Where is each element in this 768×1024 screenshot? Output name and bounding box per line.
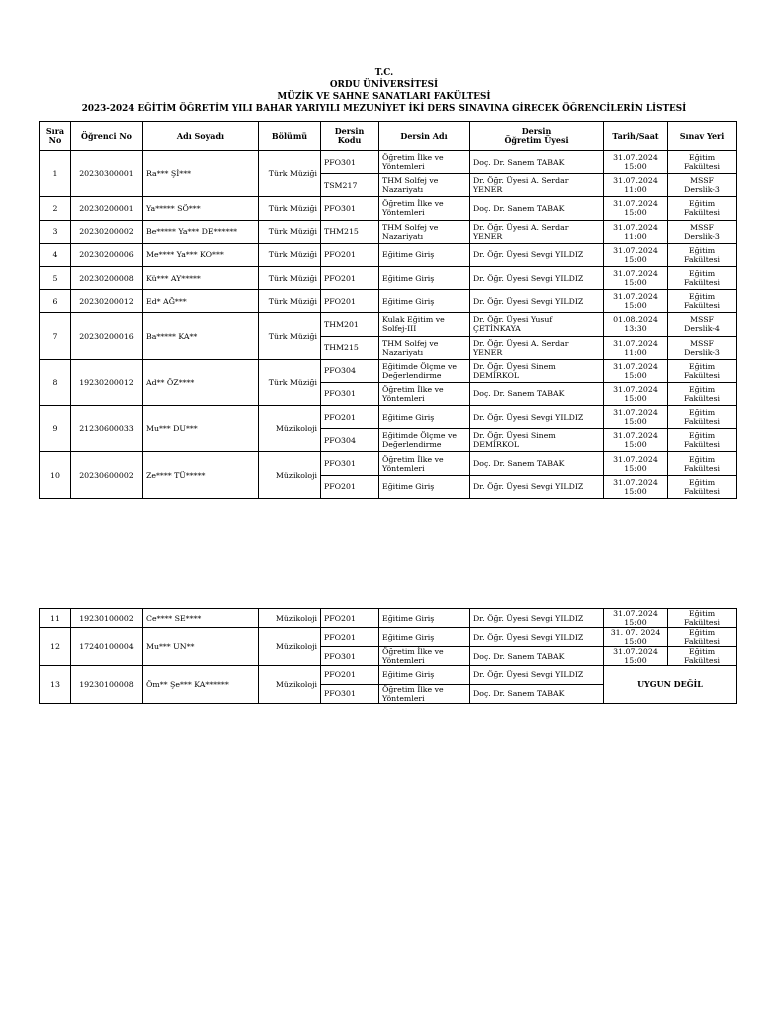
cell-line: Öğretim İlke ve bbox=[382, 647, 444, 656]
course-name-cell bbox=[379, 382, 470, 405]
student-name-cell: Ya***** SÖ*** bbox=[143, 197, 259, 220]
col-header-sira-no: Sıra No bbox=[40, 122, 71, 151]
sira-no-cell: 3 bbox=[40, 220, 71, 243]
course-teacher-cell: Doç. Dr. Sanem TABAK bbox=[470, 151, 604, 174]
cell-line: Fakültesi bbox=[683, 417, 720, 427]
course-name-cell bbox=[379, 174, 470, 197]
date-time-cell bbox=[604, 151, 668, 174]
course-name-cell: Eğitime Giriş bbox=[379, 628, 470, 647]
course-code-cell: PFO201 bbox=[321, 243, 379, 266]
cell-line: Yöntemleri bbox=[382, 693, 425, 703]
course-teacher-cell: Dr. Öğr. Üyesi Sevgi YILDIZ bbox=[470, 266, 604, 289]
student-name-cell: Ze**** TÜ***** bbox=[143, 452, 259, 498]
cell-line: 31.07.2024 bbox=[613, 269, 658, 279]
course-name-cell: Eğitime Giriş bbox=[379, 609, 470, 628]
exam-place-cell bbox=[668, 266, 737, 289]
course-teacher-cell: Dr. Öğr. Üyesi Sevgi YILDIZ bbox=[470, 243, 604, 266]
cell-line: 31.07.2024 bbox=[613, 199, 658, 209]
cell-line: Eğitimde Ölçme ve bbox=[382, 361, 458, 371]
cell-line: Fakültesi bbox=[683, 618, 720, 627]
col-header-bolumu: Bölümü bbox=[259, 122, 321, 151]
department-cell: Türk Müziği bbox=[259, 220, 321, 243]
date-time-cell bbox=[604, 220, 668, 243]
cell-line: Eğitim bbox=[688, 609, 716, 618]
cell-line: Eğitim bbox=[688, 292, 716, 302]
table-row bbox=[40, 628, 737, 647]
cell-line: Fakültesi bbox=[683, 463, 720, 473]
student-name-cell: Kü*** AY***** bbox=[143, 266, 259, 289]
student-number-cell: 20230200006 bbox=[71, 243, 143, 266]
exam-place-cell bbox=[668, 628, 737, 647]
table-row bbox=[40, 220, 737, 243]
col-header-ogrenci-no: Öğrenci No bbox=[71, 122, 143, 151]
student-name-cell: Me**** Ya*** KO*** bbox=[143, 243, 259, 266]
cell-line: Öğretim İlke ve bbox=[382, 153, 444, 163]
course-teacher-cell bbox=[470, 220, 604, 243]
cell-line: 31.07.2024 bbox=[613, 338, 658, 348]
cell-line: 31. 07. 2024 bbox=[610, 628, 661, 637]
course-code-cell: PFO201 bbox=[321, 628, 379, 647]
student-name-cell: Ce**** SE**** bbox=[143, 609, 259, 628]
student-number-cell: 19230200012 bbox=[71, 359, 143, 405]
date-time-cell bbox=[604, 174, 668, 197]
department-cell: Türk Müziği bbox=[259, 290, 321, 313]
col-header-dersin-kodu: Dersin Kodu bbox=[321, 122, 379, 151]
date-time-cell bbox=[604, 197, 668, 220]
cell-line: Değerlendirme bbox=[382, 440, 442, 450]
sira-no-cell: 8 bbox=[40, 359, 71, 405]
course-teacher-cell: Doç. Dr. Sanem TABAK bbox=[470, 452, 604, 475]
cell-line: Solfej-III bbox=[382, 324, 417, 334]
cell-line: Nazariyatı bbox=[382, 347, 424, 357]
department-cell: Müzikoloji bbox=[259, 609, 321, 628]
cell-line: Dr. Öğr. Üyesi Sinem bbox=[473, 431, 556, 441]
date-time-cell bbox=[604, 359, 668, 382]
date-time-cell bbox=[604, 243, 668, 266]
course-name-cell bbox=[379, 313, 470, 336]
cell-line: Derslik-3 bbox=[684, 231, 720, 241]
table-row bbox=[40, 313, 737, 336]
cell-line: Dr. Öğr. Üyesi A. Serdar bbox=[473, 222, 569, 232]
document-header bbox=[0, 67, 768, 115]
course-teacher-cell: Dr. Öğr. Üyesi Sevgi YILDIZ bbox=[470, 609, 604, 628]
cell-line: Fakültesi bbox=[683, 208, 720, 218]
cell-line: 13:30 bbox=[624, 324, 647, 334]
exam-place-cell bbox=[668, 609, 737, 628]
students-table-page-1 bbox=[39, 121, 737, 499]
cell-line: YENER bbox=[473, 185, 503, 195]
cell-line: 31.07.2024 bbox=[613, 222, 658, 232]
course-code-cell: PFO301 bbox=[321, 684, 379, 703]
date-time-cell bbox=[604, 336, 668, 359]
cell-line: 15:00 bbox=[624, 278, 647, 288]
cell-line: THM Solfej ve bbox=[382, 176, 439, 186]
student-number-cell: 20230200012 bbox=[71, 290, 143, 313]
cell-line: Eğitim bbox=[688, 384, 716, 394]
exam-place-cell bbox=[668, 452, 737, 475]
cell-line: Öğretim İlke ve bbox=[382, 684, 444, 694]
cell-line: ÇETİNKAYA bbox=[473, 324, 521, 334]
department-cell: Müzikoloji bbox=[259, 406, 321, 452]
cell-line: 15:00 bbox=[624, 618, 647, 627]
exam-place-cell bbox=[668, 243, 737, 266]
cell-line: 11:00 bbox=[624, 185, 647, 195]
course-code-cell: TSM217 bbox=[321, 174, 379, 197]
date-time-cell bbox=[604, 266, 668, 289]
department-cell: Türk Müziği bbox=[259, 197, 321, 220]
course-name-cell bbox=[379, 684, 470, 703]
cell-line: Fakültesi bbox=[683, 637, 720, 646]
table-row bbox=[40, 406, 737, 429]
table-row bbox=[40, 243, 737, 266]
cell-line: Eğitim bbox=[688, 153, 716, 163]
students-table-body-2 bbox=[40, 609, 737, 704]
student-name-cell: Mu*** DU*** bbox=[143, 406, 259, 452]
cell-line: Yöntemleri bbox=[382, 208, 425, 218]
course-teacher-cell bbox=[470, 429, 604, 452]
cell-line: 15:00 bbox=[624, 656, 647, 665]
cell-line: 31.07.2024 bbox=[613, 245, 658, 255]
cell-line: 15:00 bbox=[624, 254, 647, 264]
cell-line: Fakültesi bbox=[683, 162, 720, 172]
sira-no-cell: 13 bbox=[40, 666, 71, 704]
col-header-ogretim-uyesi: Dersin Öğretim Üyesi bbox=[470, 122, 604, 151]
course-name-cell: Eğitime Giriş bbox=[379, 475, 470, 498]
cell-line: 15:00 bbox=[624, 463, 647, 473]
sira-no-cell: 12 bbox=[40, 628, 71, 666]
date-time-cell bbox=[604, 382, 668, 405]
cell-line: THM Solfej ve bbox=[382, 222, 439, 232]
cell-line: Dr. Öğr. Üyesi Sinem bbox=[473, 361, 556, 371]
cell-line: Yöntemleri bbox=[382, 393, 425, 403]
date-time-cell bbox=[604, 452, 668, 475]
course-name-cell: Eğitime Giriş bbox=[379, 266, 470, 289]
sira-no-cell: 10 bbox=[40, 452, 71, 498]
sira-no-cell: 1 bbox=[40, 151, 71, 197]
cell-line: 31.07.2024 bbox=[613, 477, 658, 487]
department-cell: Müzikoloji bbox=[259, 628, 321, 666]
cell-line: 15:00 bbox=[624, 162, 647, 172]
course-teacher-cell: Dr. Öğr. Üyesi Sevgi YILDIZ bbox=[470, 290, 604, 313]
sira-no-cell: 6 bbox=[40, 290, 71, 313]
cell-line: Öğretim İlke ve bbox=[382, 199, 444, 209]
course-code-cell: THM201 bbox=[321, 313, 379, 336]
exam-place-cell bbox=[668, 290, 737, 313]
cell-line: Yöntemleri bbox=[382, 656, 425, 665]
cell-line: Eğitim bbox=[688, 431, 716, 441]
student-name-cell: Ad** ÖZ**** bbox=[143, 359, 259, 405]
cell-line: MSSF bbox=[690, 176, 714, 186]
student-name-cell: Mu*** UN** bbox=[143, 628, 259, 666]
cell-line: Değerlendirme bbox=[382, 370, 442, 380]
course-code-cell: PFO301 bbox=[321, 452, 379, 475]
course-teacher-cell bbox=[470, 359, 604, 382]
course-name-cell: Eğitime Giriş bbox=[379, 290, 470, 313]
exam-place-cell bbox=[668, 647, 737, 666]
cell-line: Fakültesi bbox=[683, 301, 720, 311]
table-row bbox=[40, 666, 737, 685]
date-time-cell bbox=[604, 429, 668, 452]
course-name-cell: Eğitime Giriş bbox=[379, 243, 470, 266]
header-line-tc: T.C. bbox=[374, 68, 394, 78]
cell-line: 15:00 bbox=[624, 393, 647, 403]
col-header-dersin-adi: Dersin Adı bbox=[379, 122, 470, 151]
student-number-cell: 20230200001 bbox=[71, 197, 143, 220]
student-name-cell: Ba***** KA** bbox=[143, 313, 259, 359]
cell-line: 31.07.2024 bbox=[613, 431, 658, 441]
cell-line: Fakültesi bbox=[683, 254, 720, 264]
department-cell: Türk Müziği bbox=[259, 243, 321, 266]
course-teacher-cell: Dr. Öğr. Üyesi Sevgi YILDIZ bbox=[470, 666, 604, 685]
cell-line: Eğitim bbox=[688, 647, 716, 656]
department-cell: Türk Müziği bbox=[259, 359, 321, 405]
course-teacher-cell: Doç. Dr. Sanem TABAK bbox=[470, 382, 604, 405]
cell-line: 31.07.2024 bbox=[613, 384, 658, 394]
cell-line: DEMİRKOL bbox=[473, 440, 520, 450]
header-line-list-title: 2023-2024 EĞİTİM ÖĞRETİM YILI BAHAR YARIYILI MEZUNİYET İKİ DERS SINAVINA GİRECEK ÖĞRENCİLERİN LİSTESİ bbox=[81, 104, 687, 114]
department-cell: Türk Müziği bbox=[259, 313, 321, 359]
course-code-cell: PFO201 bbox=[321, 266, 379, 289]
cell-line: Yöntemleri bbox=[382, 463, 425, 473]
course-code-cell: PFO201 bbox=[321, 666, 379, 685]
cell-line: 15:00 bbox=[624, 486, 647, 496]
course-code-cell: PFO301 bbox=[321, 151, 379, 174]
cell-line: Eğitim bbox=[688, 245, 716, 255]
course-code-cell: PFO301 bbox=[321, 197, 379, 220]
student-number-cell: 20230200008 bbox=[71, 266, 143, 289]
course-teacher-cell: Doç. Dr. Sanem TABAK bbox=[470, 647, 604, 666]
students-table-page-2 bbox=[39, 608, 737, 704]
cell-line: Fakültesi bbox=[683, 440, 720, 450]
student-number-cell: 20230200002 bbox=[71, 220, 143, 243]
cell-line: Fakültesi bbox=[683, 278, 720, 288]
cell-line: Dr. Öğr. Üyesi A. Serdar bbox=[473, 338, 569, 348]
cell-line: 31.07.2024 bbox=[613, 176, 658, 186]
cell-line: Fakültesi bbox=[683, 656, 720, 665]
student-number-cell: 21230600033 bbox=[71, 406, 143, 452]
department-cell: Müzikoloji bbox=[259, 666, 321, 704]
course-name-cell bbox=[379, 336, 470, 359]
cell-line: 31.07.2024 bbox=[613, 408, 658, 418]
cell-line: Eğitimde Ölçme ve bbox=[382, 431, 458, 441]
cell-line: Eğitim bbox=[688, 408, 716, 418]
sira-no-cell: 4 bbox=[40, 243, 71, 266]
cell-line: 31.07.2024 bbox=[613, 647, 658, 656]
table-row bbox=[40, 452, 737, 475]
cell-line: 31.07.2024 bbox=[613, 454, 658, 464]
course-name-cell bbox=[379, 452, 470, 475]
cell-line: Fakültesi bbox=[683, 393, 720, 403]
date-time-cell bbox=[604, 475, 668, 498]
cell-line: MSSF bbox=[690, 315, 714, 325]
student-number-cell: 19230100008 bbox=[71, 666, 143, 704]
course-teacher-cell bbox=[470, 313, 604, 336]
table-row bbox=[40, 197, 737, 220]
cell-line: Eğitim bbox=[688, 361, 716, 371]
exam-place-cell bbox=[668, 174, 737, 197]
cell-line: 15:00 bbox=[624, 301, 647, 311]
department-cell: Türk Müziği bbox=[259, 151, 321, 197]
date-time-cell bbox=[604, 406, 668, 429]
cell-line: YENER bbox=[473, 347, 503, 357]
cell-line: 31.07.2024 bbox=[613, 292, 658, 302]
cell-line: 15:00 bbox=[624, 370, 647, 380]
student-name-cell: Ed* AĞ*** bbox=[143, 290, 259, 313]
course-name-cell bbox=[379, 359, 470, 382]
cell-line: Eğitim bbox=[688, 454, 716, 464]
cell-line: 11:00 bbox=[624, 231, 647, 241]
cell-line: MSSF bbox=[690, 338, 714, 348]
sira-no-cell: 9 bbox=[40, 406, 71, 452]
cell-line: 15:00 bbox=[624, 417, 647, 427]
date-time-cell bbox=[604, 313, 668, 336]
course-code-cell: PFO201 bbox=[321, 406, 379, 429]
course-teacher-cell: Dr. Öğr. Üyesi Sevgi YILDIZ bbox=[470, 628, 604, 647]
cell-line: Kulak Eğitim ve bbox=[382, 315, 445, 325]
cell-line: Derslik-3 bbox=[684, 347, 720, 357]
cell-line: 15:00 bbox=[624, 440, 647, 450]
course-teacher-cell bbox=[470, 336, 604, 359]
course-code-cell: PFO201 bbox=[321, 290, 379, 313]
header-line-faculty: MÜZİK VE SAHNE SANATLARI FAKÜLTESİ bbox=[277, 92, 491, 102]
header-line-university: ORDU ÜNİVERSİTESİ bbox=[329, 80, 439, 90]
student-number-cell: 20230300001 bbox=[71, 151, 143, 197]
cell-line: Derslik-3 bbox=[684, 185, 720, 195]
course-code-cell: PFO304 bbox=[321, 359, 379, 382]
cell-line: 01.08.2024 bbox=[613, 315, 658, 325]
course-name-cell bbox=[379, 429, 470, 452]
cell-line: DEMİRKOL bbox=[473, 370, 520, 380]
cell-line: Öğretim İlke ve bbox=[382, 454, 444, 464]
course-teacher-cell: Doç. Dr. Sanem TABAK bbox=[470, 684, 604, 703]
sira-no-cell: 5 bbox=[40, 266, 71, 289]
course-teacher-cell: Dr. Öğr. Üyesi Sevgi YILDIZ bbox=[470, 406, 604, 429]
students-table-body-1 bbox=[40, 151, 737, 499]
sira-no-cell: 7 bbox=[40, 313, 71, 359]
cell-line: Öğretim İlke ve bbox=[382, 384, 444, 394]
exam-place-cell bbox=[668, 382, 737, 405]
cell-line: Eğitim bbox=[688, 477, 716, 487]
date-time-cell bbox=[604, 609, 668, 628]
status-note-cell: UYGUN DEĞİL bbox=[604, 666, 737, 704]
sira-no-cell: 11 bbox=[40, 609, 71, 628]
cell-line: Dr. Öğr. Üyesi A. Serdar bbox=[473, 176, 569, 186]
student-name-cell: Öm** Şe*** KA****** bbox=[143, 666, 259, 704]
course-code-cell: THM215 bbox=[321, 220, 379, 243]
exam-place-cell bbox=[668, 359, 737, 382]
course-code-cell: PFO201 bbox=[321, 609, 379, 628]
cell-line: YENER bbox=[473, 231, 503, 241]
table-row bbox=[40, 266, 737, 289]
course-name-cell: Eğitime Giriş bbox=[379, 406, 470, 429]
exam-place-cell bbox=[668, 429, 737, 452]
date-time-cell bbox=[604, 628, 668, 647]
table-row bbox=[40, 290, 737, 313]
cell-line: 11:00 bbox=[624, 347, 647, 357]
cell-line: Eğitim bbox=[688, 269, 716, 279]
course-name-cell bbox=[379, 647, 470, 666]
course-code-cell: PFO201 bbox=[321, 475, 379, 498]
student-number-cell: 17240100004 bbox=[71, 628, 143, 666]
col-header-adi-soyadi: Adı Soyadı bbox=[143, 122, 259, 151]
department-cell: Türk Müziği bbox=[259, 266, 321, 289]
cell-line: Fakültesi bbox=[683, 370, 720, 380]
table-row bbox=[40, 359, 737, 382]
student-number-cell: 20230600002 bbox=[71, 452, 143, 498]
department-cell: Müzikoloji bbox=[259, 452, 321, 498]
table-row bbox=[40, 151, 737, 174]
cell-line: Dr. Öğr. Üyesi Yusuf bbox=[473, 315, 553, 325]
sira-no-cell: 2 bbox=[40, 197, 71, 220]
cell-line: THM Solfej ve bbox=[382, 338, 439, 348]
exam-place-cell bbox=[668, 313, 737, 336]
course-code-cell: PFO304 bbox=[321, 429, 379, 452]
course-code-cell: PFO301 bbox=[321, 382, 379, 405]
cell-line: Derslik-4 bbox=[684, 324, 720, 334]
date-time-cell bbox=[604, 290, 668, 313]
exam-place-cell bbox=[668, 197, 737, 220]
cell-line: Eğitim bbox=[688, 628, 716, 637]
cell-line: 31.07.2024 bbox=[613, 153, 658, 163]
exam-place-cell bbox=[668, 406, 737, 429]
cell-line: Fakültesi bbox=[683, 486, 720, 496]
cell-line: 15:00 bbox=[624, 637, 647, 646]
course-teacher-cell bbox=[470, 174, 604, 197]
student-name-cell: Ra*** Şİ*** bbox=[143, 151, 259, 197]
student-name-cell: Be***** Ya*** DE****** bbox=[143, 220, 259, 243]
exam-place-cell bbox=[668, 220, 737, 243]
course-name-cell bbox=[379, 220, 470, 243]
table-row bbox=[40, 609, 737, 628]
cell-line: Nazariyatı bbox=[382, 231, 424, 241]
student-number-cell: 20230200016 bbox=[71, 313, 143, 359]
course-name-cell bbox=[379, 197, 470, 220]
cell-line: Nazariyatı bbox=[382, 185, 424, 195]
course-name-cell: Eğitime Giriş bbox=[379, 666, 470, 685]
cell-line: Yöntemleri bbox=[382, 162, 425, 172]
exam-place-cell bbox=[668, 151, 737, 174]
col-header-sinav-yeri: Sınav Yeri bbox=[668, 122, 737, 151]
cell-line: 31.07.2024 bbox=[613, 609, 658, 618]
course-teacher-cell: Doç. Dr. Sanem TABAK bbox=[470, 197, 604, 220]
cell-line: Eğitim bbox=[688, 199, 716, 209]
cell-line: MSSF bbox=[690, 222, 714, 232]
student-number-cell: 19230100002 bbox=[71, 609, 143, 628]
exam-place-cell bbox=[668, 336, 737, 359]
course-code-cell: THM215 bbox=[321, 336, 379, 359]
col-header-tarih-saat: Tarih/Saat bbox=[604, 122, 668, 151]
date-time-cell bbox=[604, 647, 668, 666]
course-teacher-cell: Dr. Öğr. Üyesi Sevgi YILDIZ bbox=[470, 475, 604, 498]
course-name-cell bbox=[379, 151, 470, 174]
cell-line: 15:00 bbox=[624, 208, 647, 218]
course-code-cell: PFO301 bbox=[321, 647, 379, 666]
exam-place-cell bbox=[668, 475, 737, 498]
cell-line: 31.07.2024 bbox=[613, 361, 658, 371]
